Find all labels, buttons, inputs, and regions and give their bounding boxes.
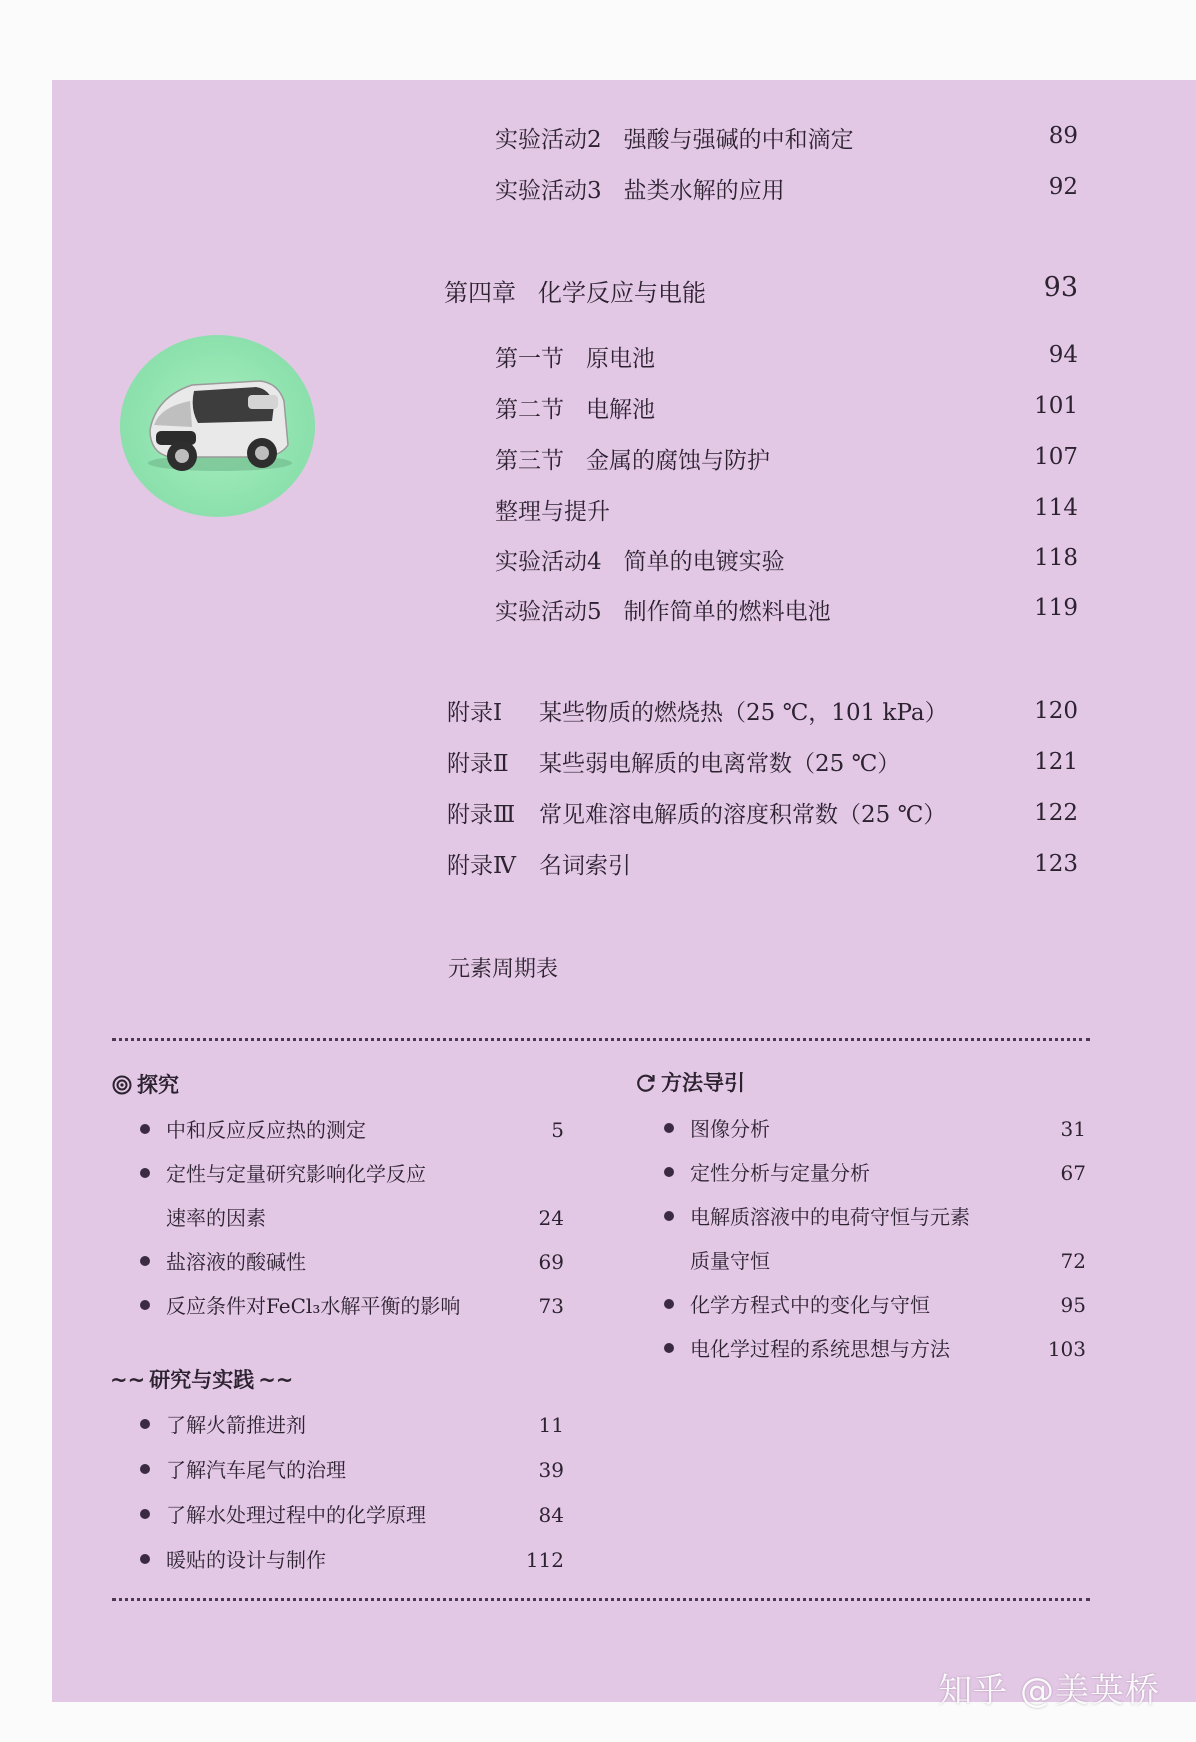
item-text: 反应条件对FeCl₃水解平衡的影响 [166,1294,461,1318]
bullet [140,1464,150,1474]
toc-section2[interactable] [495,395,655,425]
list-item[interactable] [140,1292,460,1320]
toc-label: 第三节 [495,448,564,474]
bullet [664,1123,674,1133]
toc-page: 123 [1034,851,1078,877]
item-page: 95 [1060,1293,1086,1317]
bullet [140,1300,150,1310]
item-text: 电解质溶液中的电荷守恒与元素 [690,1205,970,1229]
item-text-continued: 速率的因素 [166,1206,266,1230]
explore-heading-text: 探究 [137,1073,179,1097]
methods-heading-text: 方法导引 [661,1071,745,1095]
list-item[interactable] [140,1456,346,1484]
toc-page: 89 [1048,123,1078,149]
toc-title: 盐类水解的应用 [623,178,785,204]
item-text: 化学方程式中的变化与守恒 [690,1293,930,1317]
toc-page: 118 [1034,545,1078,571]
chapter-page: 93 [1043,272,1078,303]
toc-title: 元素周期表 [448,957,559,982]
refresh-arrow-icon [636,1073,656,1093]
item-text: 定性分析与定量分析 [690,1161,870,1185]
target-icon [112,1075,132,1095]
toc-title: 整理与提升 [495,499,610,525]
bullet [140,1419,150,1429]
toc-title: 原电池 [586,346,655,372]
toc-appendix2[interactable] [447,749,900,779]
appendix-title: 名词索引 [539,853,631,879]
list-item[interactable] [140,1248,306,1276]
item-text: 了解汽车尾气的治理 [166,1458,346,1482]
watermark: 知乎 @美英桥 [938,1671,1160,1711]
explore-heading [112,1071,179,1099]
list-item[interactable] [664,1203,970,1231]
toc-page: 114 [1034,495,1078,521]
toc-title: 制作简单的燃料电池 [623,599,831,625]
item-page: 31 [1060,1117,1086,1141]
item-page: 103 [1047,1337,1086,1361]
item-text: 定性与定量研究影响化学反应 [166,1162,426,1186]
bullet [140,1554,150,1564]
bullet [140,1168,150,1178]
item-page: 67 [1060,1161,1086,1185]
toc-appendix4[interactable] [447,851,631,881]
toc-label: 实验活动5 [495,599,602,625]
toc-label: 第二节 [495,397,564,423]
toc-title: 电解池 [586,397,655,423]
list-item[interactable] [140,1116,366,1144]
item-text: 盐溶液的酸碱性 [166,1250,306,1274]
divider-top [112,1038,1090,1041]
list-item[interactable] [140,1501,426,1529]
practice-heading [110,1366,293,1394]
appendix-title: 某些物质的燃烧热（25 ℃，101 kPa） [539,700,948,726]
item-text: 了解火箭推进剂 [166,1413,306,1437]
wave-icon: ~~ [258,1368,294,1392]
appendix-label: 附录Ⅳ [447,853,516,879]
bullet [664,1299,674,1309]
item-page: 39 [538,1458,564,1482]
list-item[interactable] [140,1546,326,1574]
list-item[interactable] [664,1115,770,1143]
item-text: 图像分析 [690,1117,770,1141]
appendix-label: 附录Ⅲ [447,802,516,828]
list-item[interactable] [140,1411,306,1439]
item-text: 暖贴的设计与制作 [166,1548,326,1572]
toc-page: 121 [1034,749,1078,775]
bullet [140,1124,150,1134]
item-page: 11 [538,1413,564,1437]
toc-page: 122 [1034,800,1078,826]
practice-heading-text: 研究与实践 [149,1368,255,1392]
appendix-label: 附录Ⅰ [447,700,503,726]
toc-section3[interactable] [495,446,770,476]
item-text: 电化学过程的系统思想与方法 [690,1337,950,1361]
appendix-title: 常见难溶电解质的溶度积常数（25 ℃） [539,802,947,828]
toc-periodic-table[interactable] [448,955,558,985]
toc-page: 120 [1034,698,1078,724]
divider-bottom [112,1598,1090,1601]
toc-page: 94 [1048,342,1078,368]
appendix-label: 附录Ⅱ [447,751,509,777]
item-text: 了解水处理过程中的化学原理 [166,1503,426,1527]
item-page: 5 [551,1118,564,1142]
toc-lab5[interactable] [495,597,831,627]
item-text-continued: 质量守恒 [690,1249,770,1273]
toc-lab4[interactable] [495,547,785,577]
item-page: 24 [538,1206,564,1230]
toc-title: 金属的腐蚀与防护 [586,448,770,474]
item-text: 中和反应反应热的测定 [166,1118,366,1142]
list-item[interactable] [664,1335,950,1363]
item-page: 72 [1060,1249,1086,1273]
toc-page: 101 [1034,393,1078,419]
item-page: 69 [538,1250,564,1274]
bullet [140,1256,150,1266]
list-item[interactable] [664,1159,870,1187]
electric-car-illustration [120,335,315,517]
toc-label: 实验活动3 [495,178,602,204]
list-item[interactable] [664,1291,930,1319]
toc-title: 强酸与强碱的中和滴定 [623,127,854,153]
toc-review[interactable] [495,497,610,527]
toc-label: 第一节 [495,346,564,372]
chapter-label: 第四章 [444,279,516,307]
item-page: 73 [538,1294,564,1318]
toc-page: 107 [1034,444,1078,470]
toc-title: 简单的电镀实验 [623,549,785,575]
toc-page: 92 [1048,174,1078,200]
car-icon [120,335,315,517]
chapter-title: 化学反应与电能 [538,279,706,307]
wave-icon: ~~ [110,1368,146,1392]
toc-lab2[interactable] [495,125,854,155]
bullet [664,1343,674,1353]
toc-section1[interactable] [495,344,655,374]
toc-label: 实验活动4 [495,549,602,575]
toc-appendix1[interactable] [447,698,948,728]
appendix-title: 某些弱电解质的电离常数（25 ℃） [539,751,901,777]
bullet [664,1167,674,1177]
methods-heading [636,1069,745,1097]
item-page: 112 [525,1548,564,1572]
toc-chapter4[interactable] [444,278,706,308]
toc-appendix3[interactable] [447,800,946,830]
toc-lab3[interactable] [495,176,785,206]
toc-page: 119 [1034,595,1078,621]
bullet [140,1509,150,1519]
item-page: 84 [538,1503,564,1527]
bullet [664,1211,674,1221]
list-item[interactable] [140,1160,426,1188]
toc-label: 实验活动2 [495,127,602,153]
